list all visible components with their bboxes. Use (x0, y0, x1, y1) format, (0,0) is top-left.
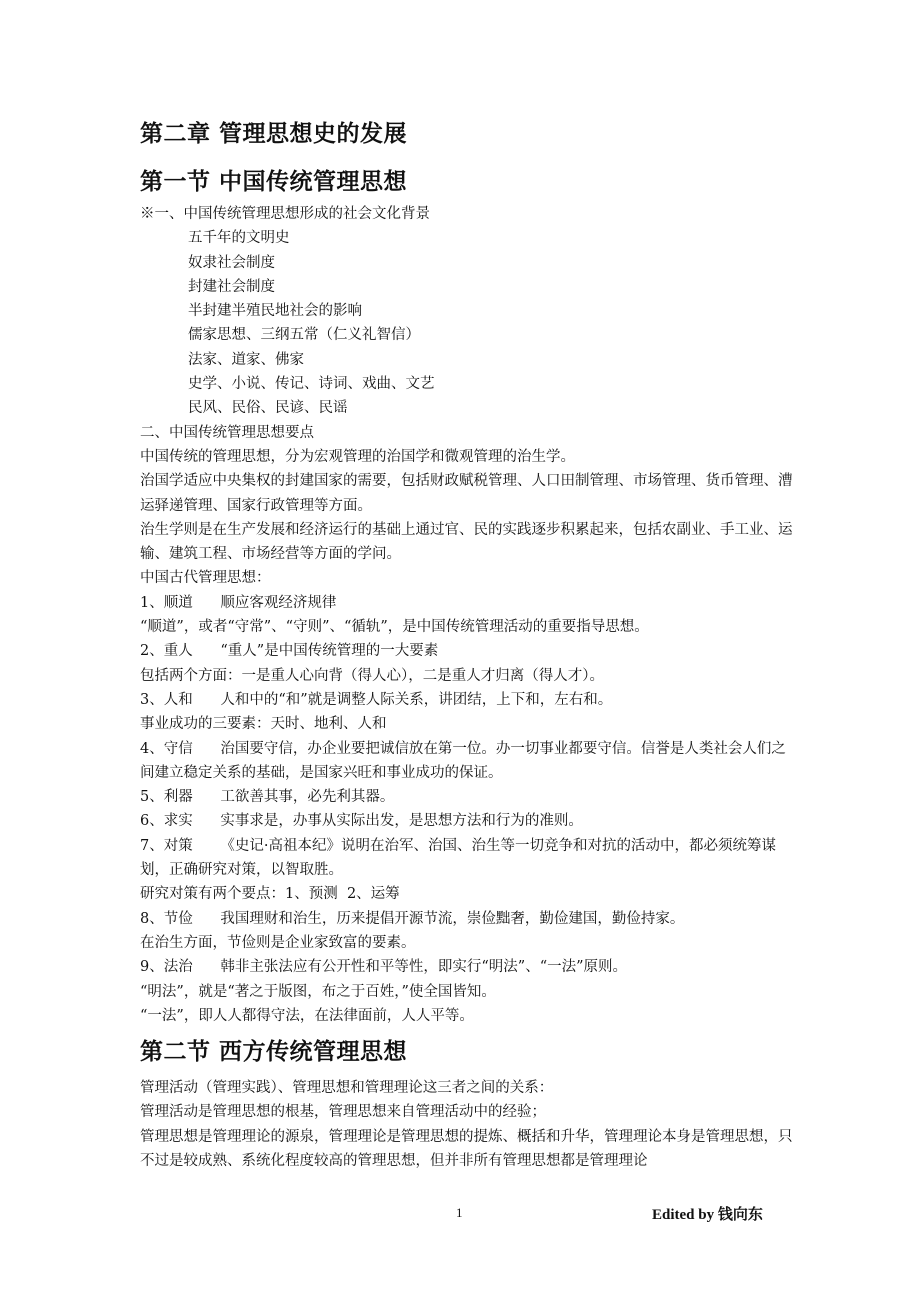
background-item: 法家、道家、佛家 (188, 351, 304, 368)
chapter-title: 第二章 管理思想史的发展 (140, 121, 408, 147)
principle-item: 6、求实 实事求是，办事从实际出发，是思想方法和行为的准则。 (140, 813, 583, 830)
principle-item: 2、重人 “重人”是中国传统管理的一大要素 (140, 643, 439, 660)
part-2-heading: 二、中国传统管理思想要点 (140, 424, 314, 441)
document-page (140, 118, 800, 1173)
paragraph: 管理活动（管理实践）、管理思想和管理理论这三者之间的关系： (140, 1080, 554, 1097)
background-item: 奴隶社会制度 (188, 254, 275, 271)
principle-item: 9、法治 韩非主张法应有公开性和平等性，即实行“明法”、“一法”原则。 (140, 959, 628, 976)
background-item: 封建社会制度 (188, 278, 275, 295)
background-item: 五千年的文明史 (188, 230, 290, 247)
principle-item: 1、顺道 顺应客观经济规律 (140, 594, 337, 611)
paragraph: 管理活动是管理思想的根基，管理思想来自管理活动中的经验； (140, 1104, 546, 1121)
page-number: 1 (456, 1205, 463, 1220)
paragraph: 治国学适应中央集权的封建国家的需要，包括财政赋税管理、人口田制管理、市场管理、货币管理、漕运驿递管理、国家行政管理等方面。 (140, 473, 793, 514)
section-2-title: 第二节 西方传统管理思想 (140, 1039, 408, 1066)
principle-item: 3、人和 人和中的“和”就是调整人际关系，讲团结，上下和，左右和。 (140, 691, 613, 708)
section-1-title: 第一节 中国传统管理思想 (140, 169, 408, 195)
paragraph: 在治生方面，节俭则是企业家致富的要素。 (140, 934, 416, 951)
paragraph: “明法”，就是“著之于版图，布之于百姓，”使全国皆知。 (140, 983, 496, 1000)
paragraph: 事业成功的三要素：天时、地利、人和 (140, 716, 387, 733)
principle-item: 8、节俭 我国理财和治生，历来提倡开源节流，崇俭黜奢，勤俭建国，勤俭持家。 (140, 910, 685, 927)
part-1-heading: ※一、中国传统管理思想形成的社会文化背景 (140, 206, 430, 222)
paragraph: 包括两个方面：一是重人心向背（得人心），二是重人才归离（得人才）。 (140, 667, 604, 684)
paragraph: 中国传统的管理思想，分为宏观管理的治国学和微观管理的治生学。 (140, 448, 575, 465)
background-item: 民风、民俗、民谚、民谣 (188, 400, 348, 417)
editor-credit: Edited by 钱向东 (652, 1207, 763, 1223)
paragraph: “一法”，即人人都得守法，在法律面前，人人平等。 (140, 1007, 474, 1024)
paragraph: 管理思想是管理理论的源泉，管理理论是管理思想的提炼、概括和升华，管理理论本身是管理思想，只不过是较成熟、系统化程度较高的管理思想，但并非所有管理思想都是管理理论 (140, 1128, 793, 1169)
background-item: 半封建半殖民地社会的影响 (188, 303, 362, 320)
paragraph: 中国古代管理思想： (140, 570, 271, 587)
background-item: 史学、小说、传记、诗词、戏曲、文艺 (188, 376, 435, 393)
paragraph: 治生学则是在生产发展和经济运行的基础上通过官、民的实践逐步积累起来，包括农副业、手工业、运输、建筑工程、市场经营等方面的学问。 (140, 521, 793, 563)
background-item: 儒家思想、三纲五常（仁义礼智信） (188, 327, 420, 344)
paragraph: 研究对策有两个要点：1、预测 2、运筹 (140, 886, 400, 903)
paragraph: “顺道”，或者“守常”、“守则”、“循轨”，是中国传统管理活动的重要指导思想。 (140, 619, 649, 636)
principle-item: 5、利器 工欲善其事，必先利其器。 (140, 789, 395, 806)
principle-item: 7、对策 《史记·高祖本纪》说明在治军、治国、治生等一切竞争和对抗的活动中，都必须统筹谋划，正确研究对策，以智取胜。 (140, 837, 776, 879)
principle-item: 4、守信 治国要守信，办企业要把诚信放在第一位。办一切事业都要守信。信誉是人类社会人们之间建立稳定关系的基础，是国家兴旺和事业成功的保证。 (140, 740, 786, 781)
